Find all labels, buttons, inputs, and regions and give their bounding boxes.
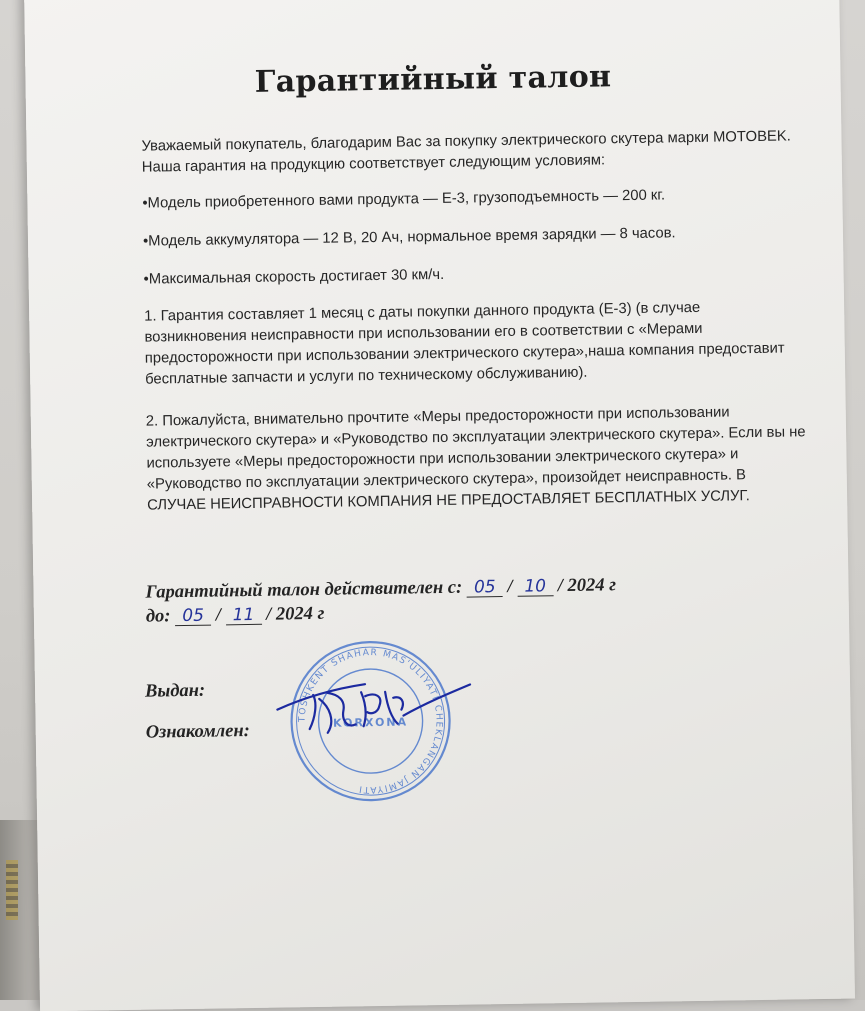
warranty-sheet (24, 0, 855, 1011)
from-month-field: 10 (517, 577, 553, 597)
to-month-field: 11 (225, 606, 261, 626)
intro-paragraph: Уважаемый покупатель, благодарим Вас за покупку электрического скутера марки MOTOBEK. Наша гарантия на продукцию соответствует следующим условиям: (141, 128, 791, 176)
bullet-model: •Модель приобретенного вами продукта — Е-3, грузоподъемность — 200 кг. (142, 187, 666, 212)
stamp-outer-text: TOSHKENT SHAHAR MAS'ULIYATI CHEKLANGAN JAMIYATI (297, 648, 444, 795)
stamp-inner-text: KORXONA (333, 715, 409, 730)
from-day-field: 05 (467, 578, 503, 598)
bullet-speed: •Максимальная скорость достигает 30 км/ч. (143, 266, 445, 288)
validity-from-label: Гарантийный талон действителен с: (145, 577, 463, 603)
underlying-sheet-edge (0, 820, 40, 1000)
date-separator: / (507, 576, 513, 597)
document-title: Гарантийный талон (254, 59, 612, 100)
validity-to-label: до: (145, 606, 171, 627)
company-stamp (264, 634, 477, 807)
to-year: / 2024 г (265, 603, 325, 625)
acknowledged-label: Ознакомлен: (145, 721, 251, 743)
to-day-field: 05 (175, 607, 211, 627)
clause-1: 1. Гарантия составляет 1 месяц с даты покупки данного продукта (Е-3) (в случае возникновения неисправности при использовании его в соответствии с «Мерами предосторожности при использовании электрического скутера»,наша компания предоставит бесплатные запчасти и услуги по техническому обслуживанию). (144, 299, 785, 388)
date-separator: / (215, 605, 222, 626)
validity-block (145, 573, 616, 628)
clause-2: 2. Пожалуйста, внимательно прочтите «Меры предосторожности при использовании электрического скутера» и «Руководство по эксплуатации электрического скутера». Если вы не используете «Меры предосторожности при использовании электрического скутера» и «Руководство по эксплуатации электрического скутера», произойдет неисправность. В СЛУЧАЕ НЕИСПРАВНОСТИ КОМПАНИЯ НЕ ПРЕДОСТАВЛЯЕТ БЕСПЛАТНЫХ УСЛУГ. (145, 404, 806, 514)
from-year: / 2024 г (557, 575, 617, 597)
issued-label: Выдан: (144, 680, 206, 702)
bullet-battery: •Модель аккумулятора — 12 В, 20 Ач, нормальное время зарядки — 8 часов. (142, 225, 676, 250)
